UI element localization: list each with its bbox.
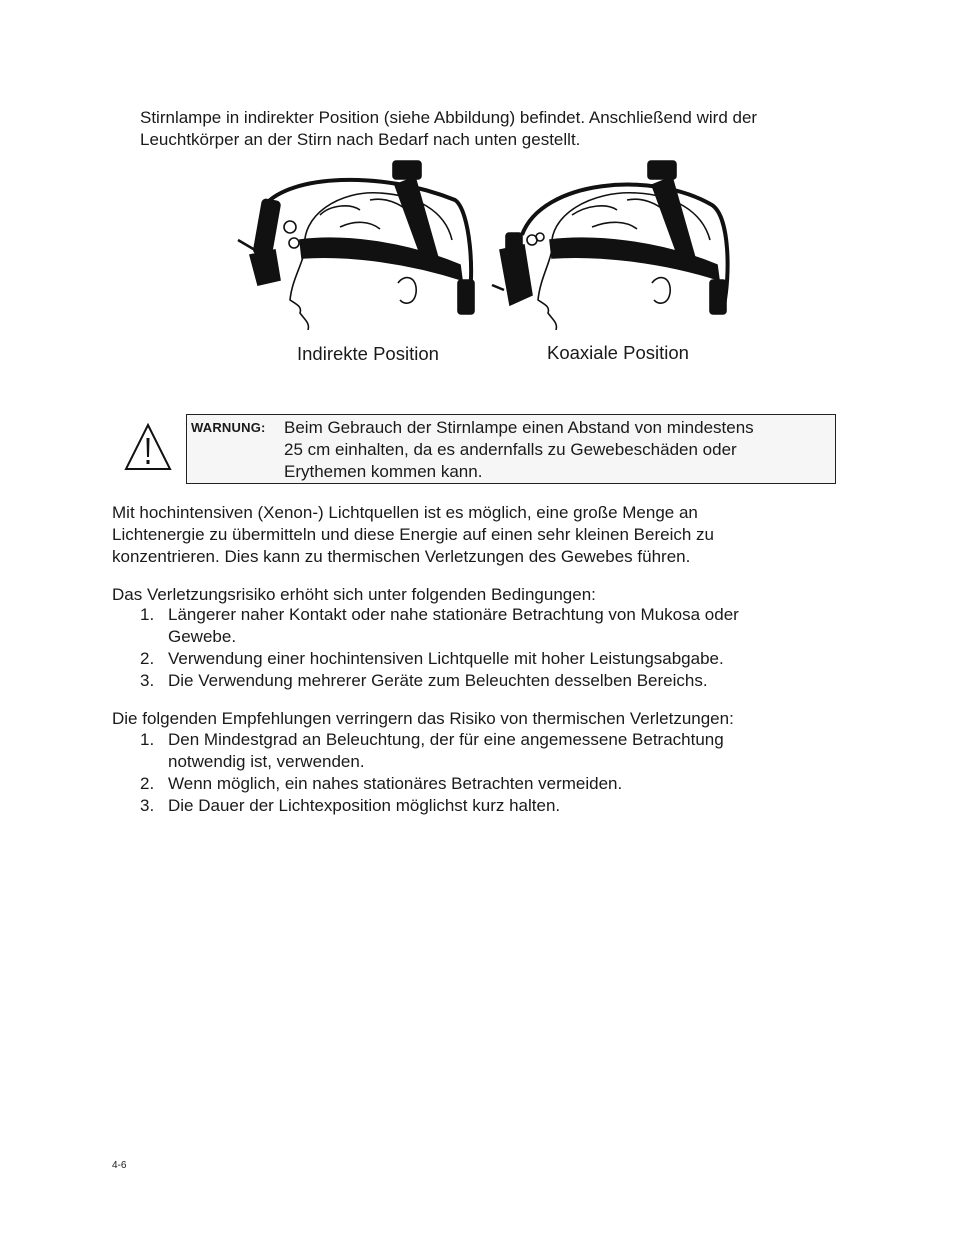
paragraph-line: Mit hochintensiven (Xenon-) Lichtquellen ist es möglich, eine große Menge an: [112, 503, 698, 522]
list-item-line: Gewebe.: [168, 627, 237, 646]
warning-text: [284, 417, 754, 483]
paragraph-line: konzentrieren. Dies kann zu thermischen Verletzungen des Gewebes führen.: [112, 547, 691, 566]
warning-triangle-icon: [124, 422, 172, 472]
list-item-line: Verwendung einer hochintensiven Lichtquelle mit hoher Leistungsabgabe.: [168, 649, 724, 668]
list-number: 1.: [140, 730, 155, 749]
xenon-paragraph: [112, 502, 714, 568]
warning-box: [186, 414, 836, 484]
list-item: [140, 795, 724, 817]
warning-label: WARNUNG:: [191, 420, 266, 435]
list-item-line: Die Dauer der Lichtexposition möglichst kurz halten.: [168, 796, 561, 815]
warning-line: Beim Gebrauch der Stirnlampe einen Abstand von mindestens: [284, 418, 754, 437]
list-item-line: Die Verwendung mehrerer Geräte zum Beleuchten desselben Bereichs.: [168, 671, 708, 690]
list-item: [140, 670, 739, 692]
headlamp-illustration: [230, 155, 730, 330]
list-item-line: notwendig ist, verwenden.: [168, 752, 365, 771]
recommend-intro: Die folgenden Empfehlungen verringern das Risiko von thermischen Verletzungen:: [112, 709, 734, 728]
intro-line: Stirnlampe in indirekter Position (siehe Abbildung) befindet. Anschließend wird der: [140, 108, 758, 127]
page-number: 4-6: [112, 1160, 127, 1171]
head-indirect-illustration: [238, 161, 474, 330]
paragraph-line: Lichtenergie zu übermitteln und diese Energie auf einen sehr kleinen Bereich zu: [112, 525, 714, 544]
intro-paragraph: [140, 107, 757, 151]
risk-list: [140, 604, 739, 692]
list-number: 3.: [140, 671, 155, 690]
list-number: 2.: [140, 649, 155, 668]
list-item: [140, 729, 724, 773]
list-item: [140, 648, 739, 670]
intro-line: Leuchtkörper an der Stirn nach Bedarf nach unten gestellt.: [140, 130, 581, 149]
list-number: 2.: [140, 774, 155, 793]
list-item-line: Den Mindestgrad an Beleuchtung, der für eine angemessene Betrachtung: [168, 730, 724, 749]
list-item-line: Wenn möglich, ein nahes stationäres Betrachten vermeiden.: [168, 774, 623, 793]
list-number: 1.: [140, 605, 155, 624]
warning-line: Erythemen kommen kann.: [284, 462, 483, 481]
list-number: 3.: [140, 796, 155, 815]
recommend-list: [140, 729, 724, 817]
head-coaxial-illustration: [492, 161, 728, 330]
caption-indirect: Indirekte Position: [297, 343, 439, 364]
list-item: [140, 773, 724, 795]
caption-coaxial: Koaxiale Position: [547, 342, 689, 363]
risk-intro: Das Verletzungsrisiko erhöht sich unter folgenden Bedingungen:: [112, 585, 596, 604]
list-item-line: Längerer naher Kontakt oder nahe stationäre Betrachtung von Mukosa oder: [168, 605, 739, 624]
warning-line: 25 cm einhalten, da es andernfalls zu Gewebeschäden oder: [284, 440, 737, 459]
list-item: [140, 604, 739, 648]
